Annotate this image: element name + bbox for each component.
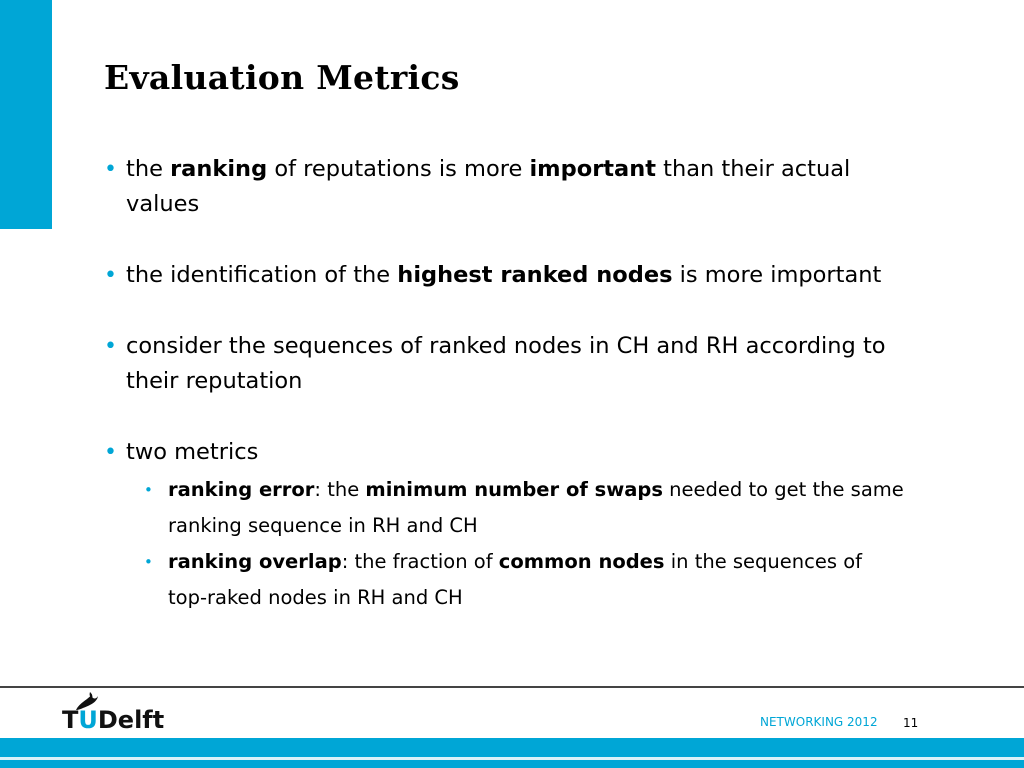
sub-bullet-dot-icon: • [144,481,153,499]
logo-letter-t: T [62,706,79,734]
sub-bullet-list [126,472,904,616]
bullet-text: the [126,156,171,182]
footer-divider [0,686,1024,688]
slide-title: Evaluation Metrics [104,58,460,97]
sub-bullet-term: ranking overlap [168,550,342,573]
bullet-text: is more important [672,262,882,288]
sub-bullet-emphasis: common nodes [498,550,665,573]
logo-delft: Delft [97,706,165,734]
footer-band [0,738,1024,768]
bullet-3 [104,329,904,399]
sub-bullet-term: ranking error [168,478,315,501]
sub-bullet-ranking-overlap [104,544,904,616]
sub-bullet-text: in the sequences of top-raked nodes in RH and CH [168,550,863,609]
accent-bar [0,0,52,229]
tudelft-wordmark [62,705,164,735]
footer-band-stripe [0,757,1024,760]
page-number: 11 [903,716,919,730]
bullet-1 [104,152,904,222]
tudelft-logo [62,690,172,738]
bullet-text: the identification of the [126,262,398,288]
bullet-emphasis: important [529,156,656,182]
bullet-4 [104,435,904,616]
sub-bullet-emphasis: minimum number of swaps [365,478,663,501]
bullet-text: two metrics [126,439,259,465]
bullet-2 [104,258,904,293]
bullet-text: consider the sequences of ranked nodes in CH and RH according to their reputation [126,333,886,394]
sub-bullet-text: : the fraction of [341,550,499,573]
sub-bullet-dot-icon: • [144,553,153,571]
bullet-emphasis: ranking [170,156,268,182]
bullet-text: than their actual values [126,156,851,217]
bullet-dot-icon: • [104,157,117,182]
sub-bullet-ranking-error [104,472,904,544]
bullet-dot-icon: • [104,334,117,359]
slide-content [104,152,904,616]
sub-bullet-text: : the [314,478,366,501]
logo-letter-u: U [78,706,98,734]
bullet-text: of reputations is more [267,156,530,182]
bullet-dot-icon: • [104,440,117,465]
bullet-dot-icon: • [104,263,117,288]
conference-label: NETWORKING 2012 [760,715,878,729]
bullet-emphasis: highest ranked nodes [397,262,673,288]
sub-bullet-text: needed to get the same ranking sequence in RH and CH [168,478,904,537]
